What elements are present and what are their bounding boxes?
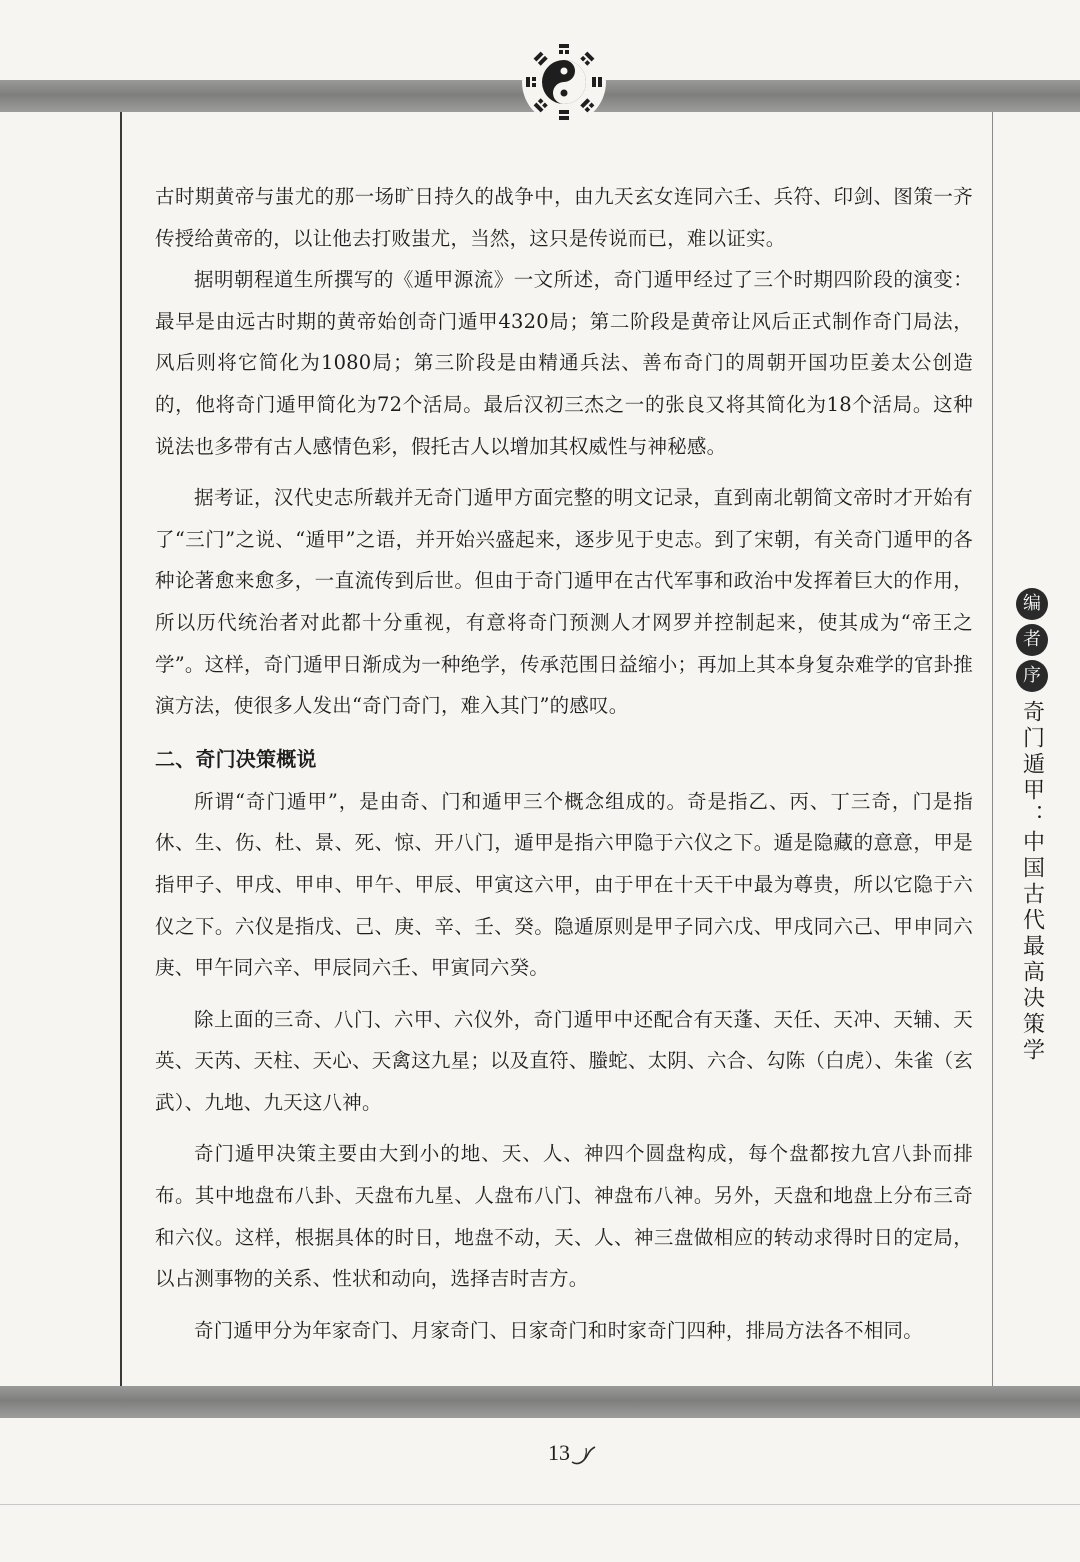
- footer-band: [0, 1386, 1080, 1418]
- page-number: 13: [548, 1440, 570, 1465]
- taiji-bagua-icon: [522, 40, 606, 124]
- bottom-rule: [0, 1504, 1080, 1505]
- body-text: [155, 176, 973, 1351]
- paragraph: 奇门遁甲决策主要由大到小的地、天、人、神四个圆盘构成，每个盘都按九宫八卦而排布。其中地盘布八卦、天盘布九星、人盘布八门、神盘布八神。另外，天盘和地盘上分布三奇和六仪。这样，根据具体的时日，地盘不动，天、人、神三盘做相应的转动求得时日的定局，以占测事物的关系、性状和动向，选择吉时吉方。: [155, 1142, 973, 1291]
- side-circle-label: 者: [1016, 624, 1048, 656]
- section-heading: 二、奇门决策概说: [155, 746, 317, 771]
- frame-right-rule: [992, 112, 993, 1386]
- paragraph: 据考证，汉代史志所载并无奇门遁甲方面完整的明文记录，直到南北朝简文帝时才开始有了“三门”之说、“遁甲”之语，并开始兴盛起来，逐步见于史志。到了宋朝，有关奇门遁甲的各种论著愈来愈多，一直流传到后世。但由于奇门遁甲在古代军事和政治中发挥着巨大的作用，所以历代统治者对此都十分重视，有意将奇门预测人才网罗并控制起来，使其成为“帝王之学”。这样，奇门遁甲日渐成为一种绝学，传承范围日益缩小；再加上其本身复杂难学的官卦推演方法，使很多人发出“奇门奇门，难入其门”的感叹。: [155, 486, 973, 718]
- page-number-block: [548, 1440, 570, 1466]
- side-circle-label: 序: [1016, 660, 1048, 692]
- frame-left-rule: [120, 112, 122, 1386]
- side-book-title: 奇门遁甲：中国古代最高决策学: [1019, 700, 1045, 1064]
- paragraph: 奇门遁甲分为年家奇门、月家奇门、日家奇门和时家奇门四种，排局方法各不相同。: [194, 1318, 923, 1342]
- paragraph: 所谓“奇门遁甲”，是由奇、门和遁甲三个概念组成的。奇是指乙、丙、丁三奇，门是指休、生、伤、杜、景、死、惊、开八门，遁甲是指六甲隐于六仪之下。遁是隐藏的意意，甲是指甲子、甲戌、甲申、甲午、甲辰、甲寅这六甲，由于甲在十天干中最为尊贵，所以它隐于六仪之下。六仪是指戊、己、庚、辛、壬、癸。隐遁原则是甲子同六戊、甲戌同六己、甲申同六庚、甲午同六辛、甲辰同六壬、甲寅同六癸。: [155, 789, 973, 980]
- side-tab: [1012, 588, 1052, 1064]
- side-circle-label: 编: [1016, 588, 1048, 620]
- flourish-icon: [570, 1442, 596, 1468]
- paragraph: 据明朝程道生所撰写的《遁甲源流》一文所述，奇门遁甲经过了三个时期四阶段的演变：最早是由远古时期的黄帝始创奇门遁甲4320局；第二阶段是黄帝让风后正式制作奇门局法，风后则将它简化为1080局；第三阶段是由精通兵法、善布奇门的周朝开国功臣姜太公创造的，他将奇门遁甲简化为72个活局。最后汉初三杰之一的张良又将其简化为18个活局。这种说法也多带有古人感情色彩，假托古人以增加其权威性与神秘感。: [155, 268, 973, 458]
- paragraph: 除上面的三奇、八门、六甲、六仪外，奇门遁甲中还配合有天蓬、天任、天冲、天辅、天英、天芮、天柱、天心、天禽这九星；以及直符、螣蛇、太阴、六合、勾陈（白虎）、朱雀（玄武）、九地、九天这八神。: [155, 1007, 973, 1114]
- paragraph: 古时期黄帝与蚩尤的那一场旷日持久的战争中，由九天玄女连同六壬、兵符、印剑、图策一齐传授给黄帝的，以让他去打败蚩尤，当然，这只是传说而已，难以证实。: [155, 185, 973, 250]
